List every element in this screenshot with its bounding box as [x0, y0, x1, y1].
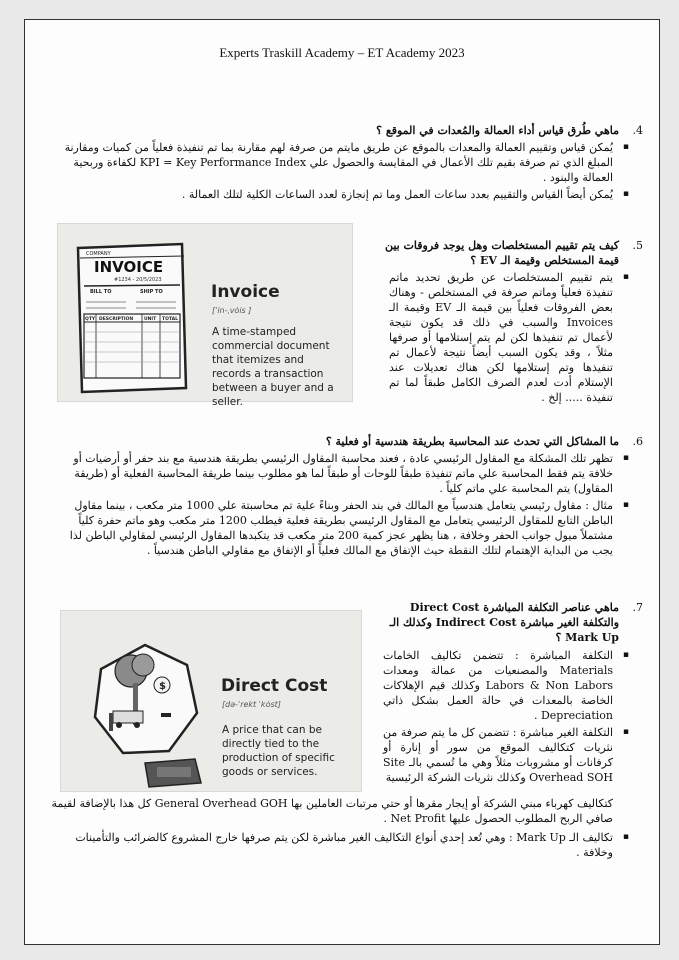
question-6: [59, 434, 643, 449]
list-item: ▪ التكلفة الغير مباشرة : تتضمن كل ما يتم صرفة من نثريات كتكاليف الموقع من سور أو إنارة أو كرفانات أو مشروبات مثلاً وهي ما تُسمي بالـ Site Overhead SOH وكذلك نثريات الشركة الرئيسية: [383, 725, 629, 785]
question-7-answers-wide: [49, 830, 629, 862]
question-7-number: .7: [632, 601, 643, 614]
question-4-number: .4: [632, 124, 643, 137]
invoice-illustration: [66, 228, 202, 398]
invoice-ship-to: SHIP TO: [140, 289, 163, 295]
list-item: ▪ يُمكن أيضاً القياس والتقييم بعدد ساعات العمل وما تم إنجازة لعدد الساعات الكلية لتلك العمالة .: [49, 187, 629, 202]
direct-cost-definition: A price that can be directly tied to the production of specific goods or services.: [222, 724, 335, 778]
invoice-term-title: Invoice: [211, 282, 280, 302]
question-6-answers: [49, 451, 629, 560]
question-7-line-3: Mark Up ؟: [555, 631, 619, 644]
list-item: ▪ التكلفة المباشرة : تتضمن تكاليف الخامات Materials والمصنعيات من عمالة ومعدات Labors & Non Labors وكذلك قيم الإهلاكات الخاصة بالمعدات في حالة العمل بشكل ذاتي Depreciation .: [383, 648, 629, 723]
page-header: Experts Traskill Academy – ET Academy 2023: [219, 45, 465, 60]
question-4: [59, 123, 643, 138]
invoice-col-description: DESCRIPTION: [99, 317, 134, 322]
question-4-answers: [49, 140, 629, 204]
question-6-text: ما المشاكل التي تحدث عند المحاسبة بطريقة هندسية أو فعلية ؟: [325, 435, 619, 448]
direct-cost-definition-card: [60, 610, 362, 792]
invoice-company-label: COMPANY: [86, 251, 111, 257]
list-item: ▪ تظهر تلك المشكلة مع المقاول الرئيسي عادة ، فعند محاسبة المقاول الرئيسي بطريقة هندسية مع بند حفر أو أرضيات أو خلافة يتم فقط المحاسبة علي ماتم تنفيذة طبقاً للوحات أو طبقاً لما هو مطلوب بينما طريقة المحاسبة الفعلية أو (طريقة المقاول) يتم المحاسبة علي ماتم كلياً .: [49, 451, 629, 496]
question-5-number: .5: [632, 239, 643, 252]
list-item: ▪ مثال : مقاول رئيسي يتعامل هندسياً مع المالك في بند الحفر وبناءً علية تم محاسبتة علي 1000 متر مكعب ، بينما مقاول الباطن التابع للمقاول الرئيسي يتعامل مع المقاول الرئيسي بطريقة فعلية فيطلب 1200 متر مكعب وهو ماتم حفرة كلياً مشتملاً ميول جوانب الحفر وخلافة ، هنا يظهر عجز كمية 200 متر مكعب قد يتكبدها المقاول الرئيسي لمقاولي الباطن لذا يجب من البداية الإهتمام لتلك النقطة حيث الإتفاق مع المالك فعلياً أو الإتفاق مع مقاولي الباطن هندسياً .: [49, 498, 629, 558]
question-5-answers: [389, 270, 629, 407]
list-item: ▪ تكاليف الـ Mark Up : وهي تُعد إحدي أنواع التكاليف الغير مباشرة لكن يتم صرفها خارج المشروع كالضرائب والتأمينات وخلافة .: [49, 830, 629, 860]
direct-cost-term-title: Direct Cost: [221, 676, 328, 696]
invoice-definition: A time-stamped commercial document that itemizes and records a transaction between a buyer and a seller.: [212, 326, 334, 408]
question-5: [381, 238, 643, 268]
invoice-paper-title: INVOICE: [94, 258, 164, 276]
question-7-continuation: كتكاليف كهرباء مبني الشركة أو إيجار مقرها أو حتي مرتبات العاملين بها General Overhead GOH كل هذا بالإضافة لقيمة صافي الربح المطلوب الحصول عليها Net Profit .: [51, 797, 613, 825]
question-6-number: .6: [632, 435, 643, 448]
question-7: [389, 600, 643, 645]
invoice-paper-subtitle: #1234 - 20/5/2023: [114, 277, 162, 283]
question-7-line-1: ماهي عناصر التكلفة المباشرة Direct Cost: [409, 601, 619, 614]
question-5-text: كيف يتم تقييم المستخلصات وهل يوجد فروقات بين قيمة المستخلص وقيمة الـ EV ؟: [384, 239, 619, 267]
list-item: ▪ يتم تقييم المستخلصات عن طريق تحديد ماتم تنفيذة فعلياً وماتم صرفة في المستخلص - وهناك بعض الفروقات فعلياً بين قيمة الـ EV وقيمة الـ Invoices والسبب في ذلك قد يكون نتيجة لأعمال تم تنفيذها لكن لم يتم إستلامها أو صرفها مثلاً ، وقد يكون السبب أيضاً نتيجة لأعمال تم تنفيذها وتم إستلامها لكن هناك تعديلات عند الإستلام أدت لعدم الصرف الكامل طبقاً لما تم تنفيذة ..... إلخ .: [389, 270, 629, 405]
invoice-pronunciation: [ˈin-ˌvȯis ]: [212, 306, 252, 315]
list-item: ▪ يُمكن قياس وتقييم العمالة والمعدات بالموقع عن طريق مايتم من صرفة لهم مقارنة بما تم تنفيذة فعلياً من كميات ومقارنة المبلغ الذي تم صرفة بقيم تلك الأعمال في المقايسة والحصول علي KPI = Key Performance Index لكفاءة وربحية العمالة والبنود .: [49, 140, 629, 185]
dollar-sign: $: [159, 681, 166, 692]
question-7-line-2: والتكلفة الغير مباشرة Indirect Cost وكذلك الـ: [389, 616, 619, 629]
direct-cost-pronunciation: [də-ˈrekt ˈkȯst]: [222, 700, 281, 709]
question-4-text: ماهي طُرق قياس أداء العمالة والمُعدات في الموقع ؟: [376, 124, 619, 137]
invoice-col-qty: QTY: [85, 317, 96, 322]
question-7-answers-narrow: [383, 648, 629, 787]
direct-cost-illustration: [65, 613, 221, 791]
invoice-col-total: TOTAL: [162, 317, 178, 322]
invoice-definition-card: [57, 223, 353, 408]
invoice-bill-to: BILL TO: [90, 289, 112, 295]
invoice-col-unit: UNIT: [144, 317, 157, 322]
document-page: [24, 19, 660, 945]
